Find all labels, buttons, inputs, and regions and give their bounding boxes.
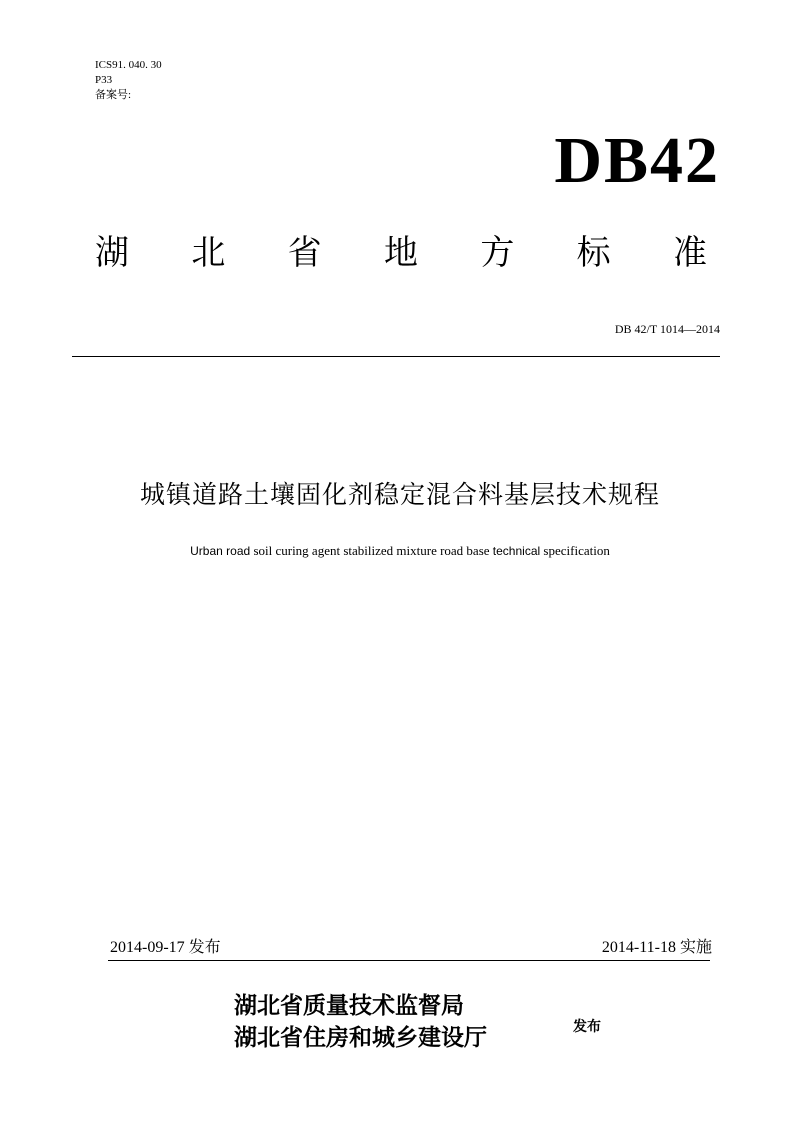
standard-name-char: 北 <box>191 233 226 273</box>
footer-divider <box>108 960 710 961</box>
standard-name-char: 湖 <box>95 233 129 273</box>
ccs-code: P33 <box>95 74 113 86</box>
title-english-part: specification <box>540 543 610 558</box>
header-divider <box>72 356 720 357</box>
title-chinese: 城镇道路土壤固化剂稳定混合料基层技术规程 <box>139 480 660 509</box>
issuing-authorities <box>234 990 487 1054</box>
standard-name-char: 地 <box>383 233 418 273</box>
standard-code: DB42 <box>554 124 720 197</box>
title-english-part: Urban road <box>190 544 251 558</box>
standard-name-char: 方 <box>480 233 515 273</box>
issuer-name: 湖北省住房和城乡建设厅 <box>234 1025 487 1051</box>
issue-date: 2014-09-17 发布 <box>110 939 221 956</box>
title-english-part: technical <box>492 544 541 558</box>
standard-name-char: 省 <box>287 233 322 273</box>
ics-code: ICS91. 040. 30 <box>95 59 162 71</box>
standard-name <box>95 233 707 273</box>
document-meta <box>95 58 162 103</box>
standard-name-char: 准 <box>672 233 707 273</box>
title-english-part: soil curing agent stabilized mixture road base <box>250 543 493 558</box>
publish-label: 发布 <box>573 1019 601 1035</box>
title-english <box>0 543 800 559</box>
issuer-name: 湖北省质量技术监督局 <box>234 993 464 1019</box>
standard-name-char: 标 <box>576 233 611 273</box>
standard-number: DB 42/T 1014—2014 <box>614 322 720 336</box>
implement-date: 2014-11-18 实施 <box>601 939 712 956</box>
filing-number: 备案号: <box>95 89 132 101</box>
